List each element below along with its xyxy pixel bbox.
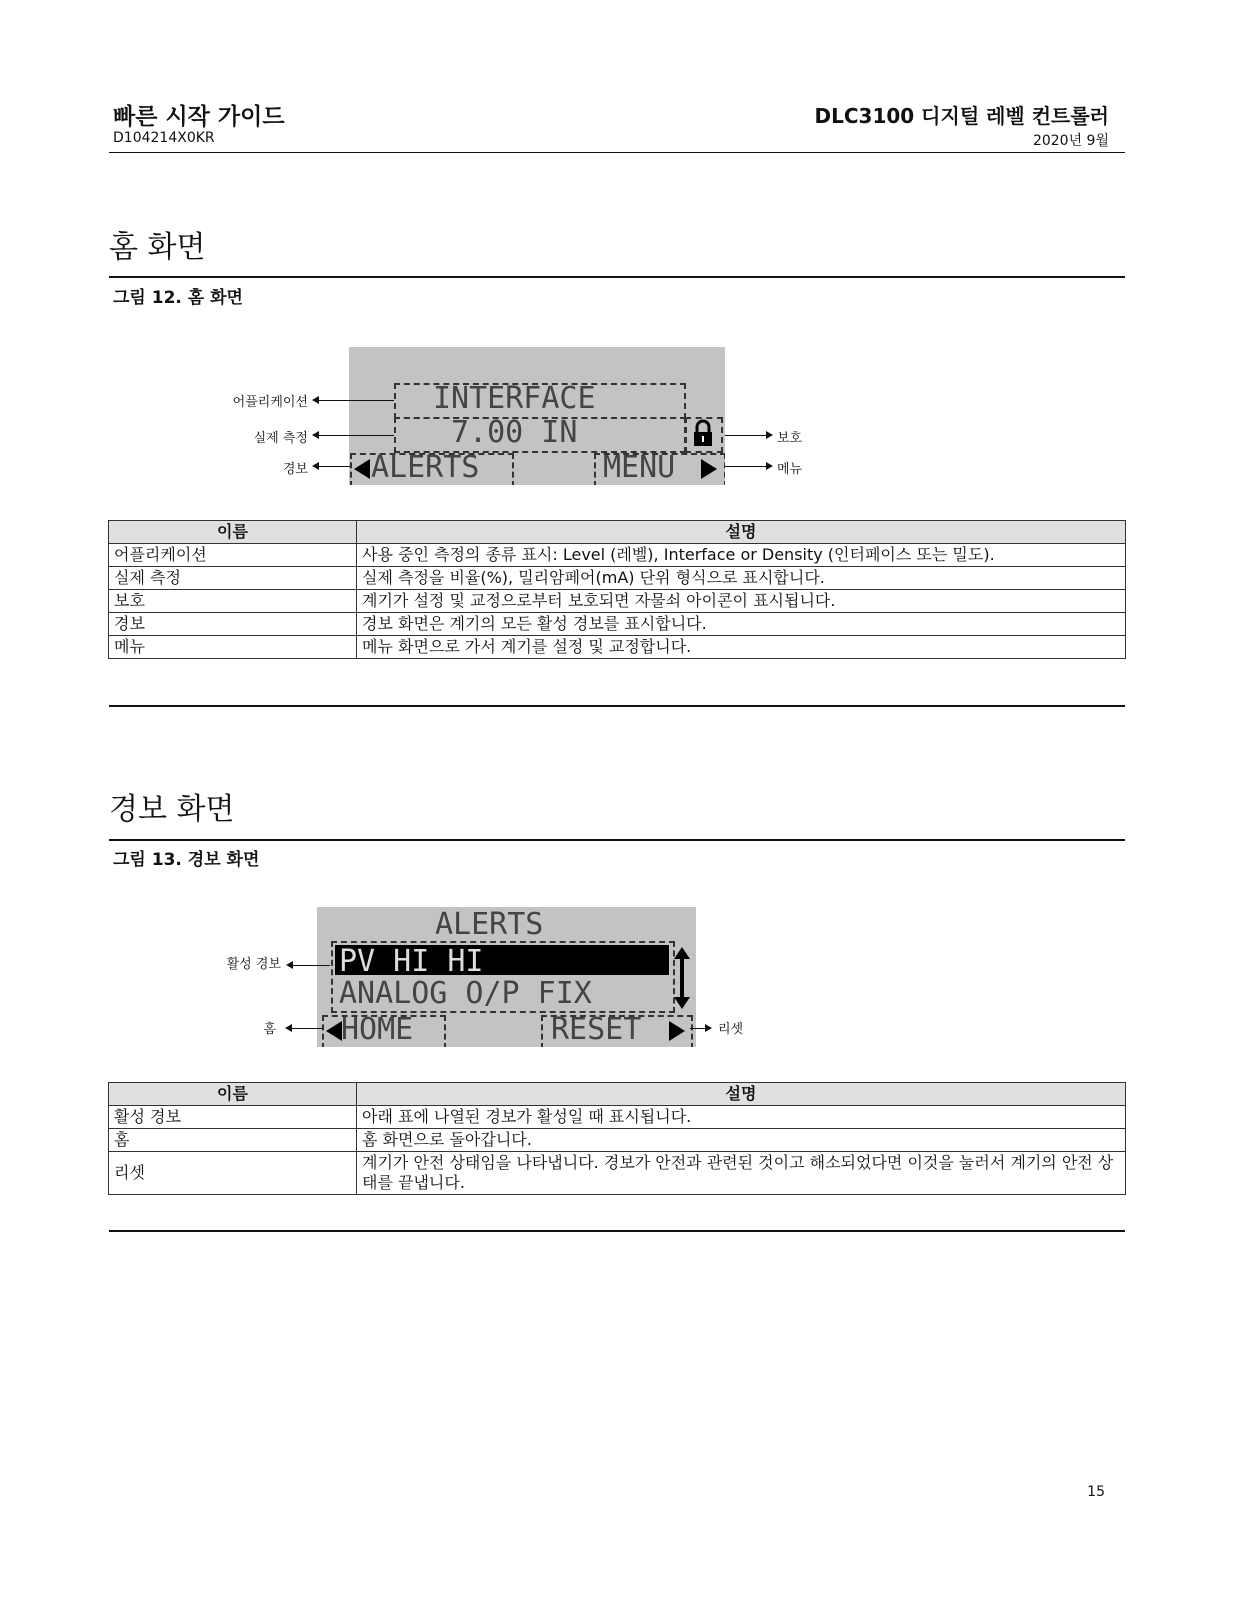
doc-number: D104214X0KR [113,130,215,146]
alerts-lcd-display [317,907,696,1047]
table-row [109,567,1126,590]
lcd-alerts-title: ALERTS [435,907,544,942]
page-number: 15 [1087,1484,1105,1500]
section-title-home: 홈 화면 [109,230,206,265]
arrow-protection [725,435,767,436]
lcd-menu-softkey: MENU [603,450,676,485]
lcd-alert-item-2: ANALOG O/P FIX [339,976,592,1011]
table-header-description: 설명 [357,1083,1126,1106]
table-cell-name: 활성 경보 [109,1106,357,1129]
arrow-head [766,431,773,439]
lcd-application-text: INTERFACE [433,381,596,416]
table-cell-description: 경보 화면은 계기의 모든 활성 경보를 표시합니다. [357,613,1126,636]
figure-caption: 그림 13. 경보 화면 [113,850,260,870]
lcd-alert-item-1: PV HI HI [339,944,484,979]
table-header-description: 설명 [357,521,1126,544]
callout-protection: 보호 [777,431,803,446]
arrow-reset [690,1028,706,1029]
scroll-arrow-icon [672,947,692,1009]
table-row [109,636,1126,659]
table-row [109,1152,1126,1195]
arrow-application [318,400,394,401]
table-row [109,544,1126,567]
callout-measurement: 실제 측정 [253,431,308,446]
lcd-alerts-softkey: ALERTS [371,450,480,485]
callout-reset: 리셋 [718,1022,744,1037]
table-cell-description: 메뉴 화면으로 가서 계기를 설정 및 교정합니다. [357,636,1126,659]
table-cell-description: 계기가 설정 및 교정으로부터 보호되면 자물쇠 아이콘이 표시됩니다. [357,590,1126,613]
lock-icon [692,418,714,448]
callout-menu: 메뉴 [777,462,803,477]
table-header-row [109,1083,1126,1106]
doc-date: 2020년 9월 [1032,133,1109,149]
header-rule [109,152,1125,153]
table-cell-name: 보호 [109,590,357,613]
table-row [109,1106,1126,1129]
table-cell-name: 실제 측정 [109,567,357,590]
table-header-name: 이름 [109,1083,357,1106]
table-header-name: 이름 [109,521,357,544]
table-cell-name: 메뉴 [109,636,357,659]
table-row [109,1129,1126,1152]
table-row [109,590,1126,613]
table-cell-name: 어플리케이션 [109,544,357,567]
figure-caption: 그림 12. 홈 화면 [113,288,243,308]
callout-active-alerts: 활성 경보 [226,957,281,972]
product-name: DLC3100 디지털 레벨 컨트롤러 [814,104,1109,128]
table-cell-description: 홈 화면으로 돌아갑니다. [357,1129,1126,1152]
right-triangle-icon [667,1019,687,1043]
lcd-measurement-text: 7.00 IN [451,415,578,450]
section-rule [109,839,1125,841]
table-cell-description: 실제 측정을 비율(%), 밀리암페어(mA) 단위 형식으로 표시합니다. [357,567,1126,590]
doc-title: 빠른 시작 가이드 [113,104,285,130]
alerts-screen-table [108,1082,1126,1195]
table-header-row [109,521,1126,544]
home-lcd-display [349,347,725,485]
section-rule [109,276,1125,278]
arrow-menu [725,466,767,467]
arrow-head [766,462,773,470]
table-cell-name: 리셋 [109,1152,357,1195]
section-end-rule [109,1230,1125,1232]
home-screen-table [108,520,1126,659]
table-row [109,613,1126,636]
section-title-alerts: 경보 화면 [109,792,235,827]
table-cell-description: 계기가 안전 상태임을 나타냅니다. 경보가 안전과 관련된 것이고 해소되었다면 이것을 눌러서 계기의 안전 상태를 끝냅니다. [357,1152,1126,1195]
lcd-home-softkey: HOME [341,1012,414,1047]
table-cell-name: 경보 [109,613,357,636]
arrow-head [705,1024,712,1032]
table-cell-description: 아래 표에 나열된 경보가 활성일 때 표시됩니다. [357,1106,1126,1129]
section-end-rule [109,705,1125,707]
lcd-reset-softkey: RESET [551,1012,642,1047]
callout-home: 홈 [263,1022,276,1037]
arrow-alerts [318,466,350,467]
arrow-measurement [318,435,394,436]
right-triangle-icon [699,457,719,481]
callout-alerts: 경보 [282,462,308,477]
table-cell-description: 사용 중인 측정의 종류 표시: Level (레벨), Interface or Density (인터페이스 또는 밀도). [357,544,1126,567]
table-cell-name: 홈 [109,1129,357,1152]
arrow-active-alerts [292,965,330,966]
callout-application: 어플리케이션 [232,395,308,410]
left-triangle-icon [352,457,372,481]
arrow-home [291,1028,323,1029]
